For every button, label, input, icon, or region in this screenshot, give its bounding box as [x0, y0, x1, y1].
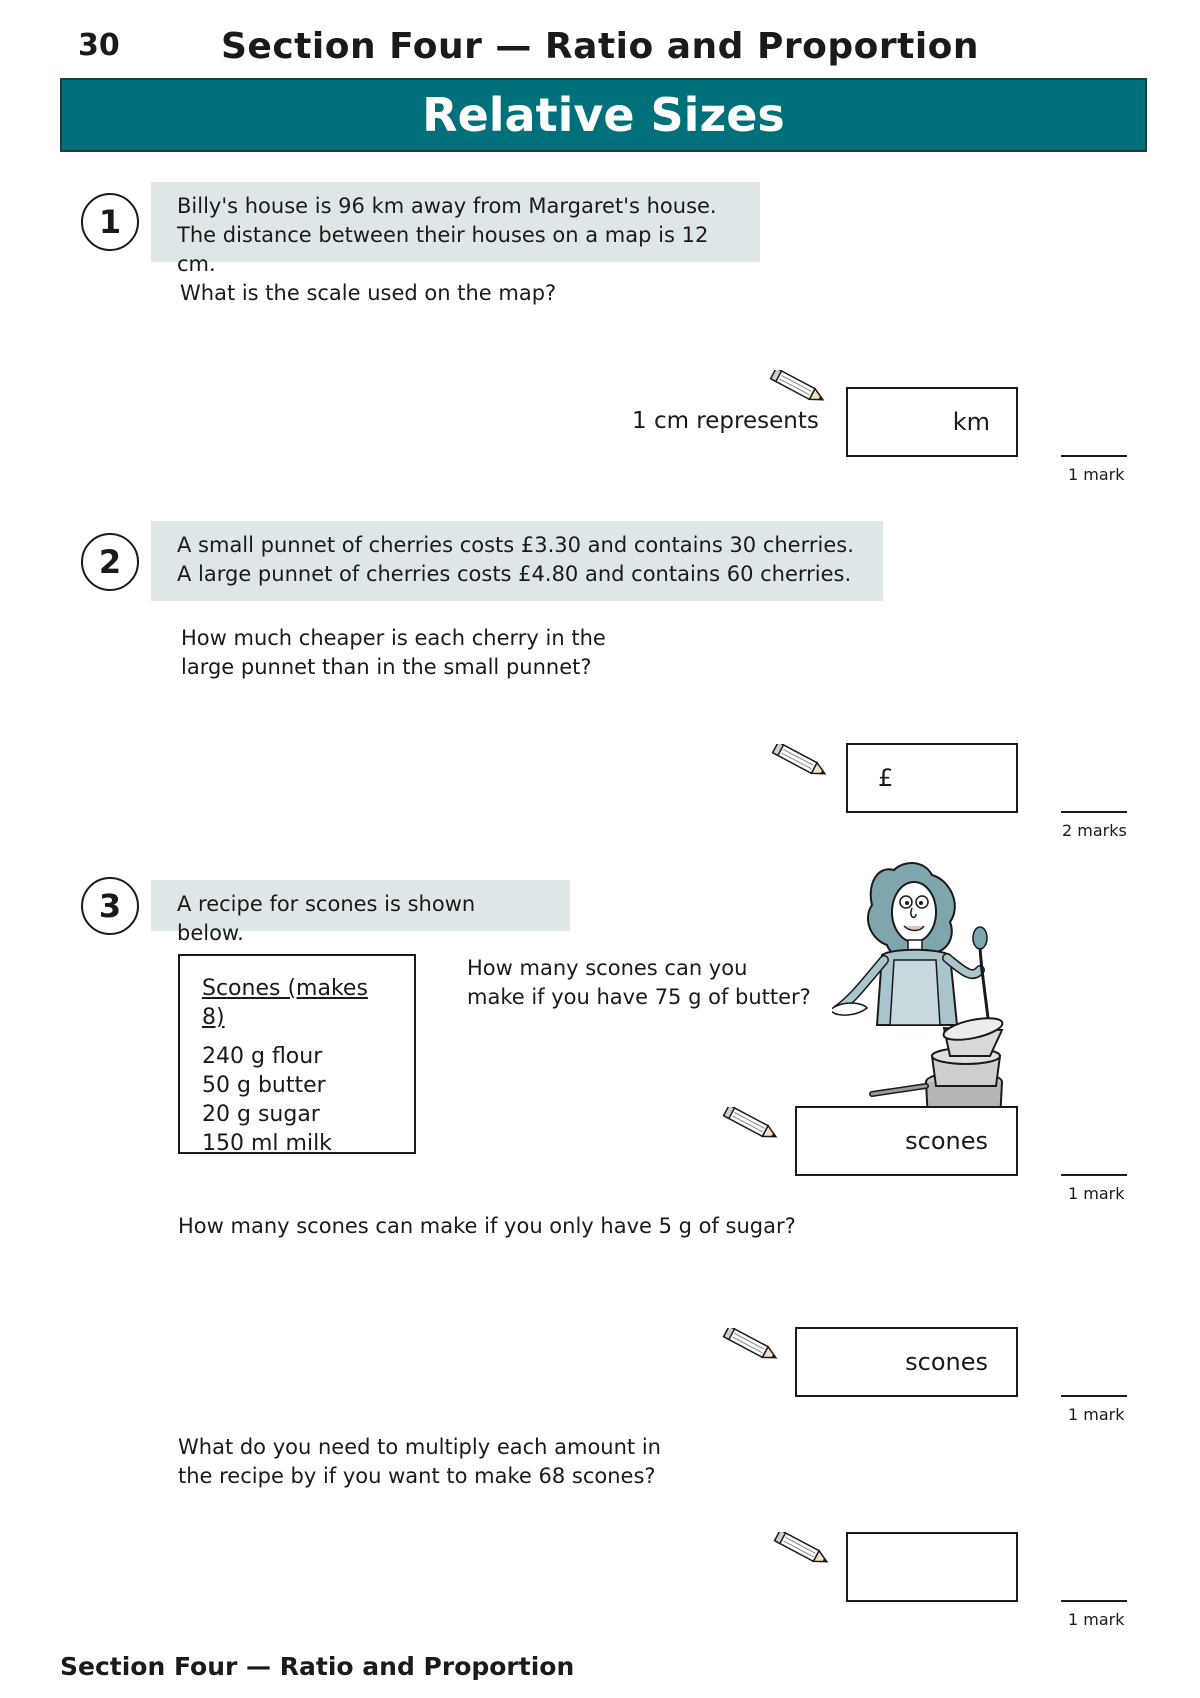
question-2-info-box	[151, 521, 883, 601]
recipe-card	[178, 954, 416, 1154]
question-2-info-line: A small punnet of cherries costs £3.30 and contains 30 cherries.	[177, 533, 854, 557]
question-3a-marks: 1 mark	[1068, 1184, 1125, 1203]
question-1-info-line: The distance between their houses on a map is 12 cm.	[177, 223, 709, 276]
question-3c-answer-box[interactable]	[846, 1532, 1018, 1602]
question-2-text-line: large punnet than in the small punnet?	[181, 655, 592, 679]
question-2-text	[181, 624, 606, 682]
question-2-answer-box[interactable]	[846, 743, 1018, 813]
question-3a-text-line: make if you have 75 g of butter?	[467, 985, 811, 1009]
mark-line	[1061, 1600, 1127, 1602]
mark-line	[1061, 811, 1127, 813]
question-3c-text-line: the recipe by if you want to make 68 scones?	[178, 1464, 656, 1488]
question-3c-text	[178, 1433, 661, 1491]
question-3a-answer-unit: scones	[905, 1127, 988, 1155]
question-1-info-box	[151, 182, 760, 276]
page-number: 30	[78, 28, 120, 63]
recipe-item: 240 g flour	[202, 1044, 323, 1069]
footer-section-title: Section Four — Ratio and Proportion	[60, 1652, 575, 1681]
mark-line	[1061, 1395, 1127, 1397]
question-2-answer-prefix: £	[878, 764, 894, 792]
question-1-answer-prefix: 1 cm represents	[632, 408, 819, 434]
recipe-item: 20 g sugar	[202, 1102, 320, 1127]
question-3-info-line: A recipe for scones is shown below.	[177, 892, 476, 945]
pencil-icon	[721, 1328, 783, 1362]
pencil-icon	[772, 1532, 834, 1566]
question-3b-answer-unit: scones	[905, 1348, 988, 1376]
mark-line	[1061, 455, 1127, 457]
question-2-info-line: A large punnet of cherries costs £4.80 and contains 60 cherries.	[177, 562, 852, 586]
question-1-text: What is the scale used on the map?	[180, 281, 557, 305]
question-1-info-line: Billy's house is 96 km away from Margaret's house.	[177, 194, 717, 218]
question-3b-marks: 1 mark	[1068, 1405, 1125, 1424]
question-1-number: 1	[81, 193, 139, 251]
question-1-marks: 1 mark	[1068, 465, 1125, 484]
question-3-number: 3	[81, 877, 139, 935]
page-title: Relative Sizes	[422, 88, 785, 142]
question-2-number: 2	[81, 533, 139, 591]
question-1-answer-unit: km	[952, 408, 990, 436]
question-3a-text	[467, 954, 811, 1012]
question-3b-text: How many scones can make if you only have 5 g of sugar?	[178, 1214, 796, 1238]
recipe-title: Scones (makes 8)	[202, 976, 368, 1030]
section-title: Section Four — Ratio and Proportion	[220, 26, 980, 67]
mark-line	[1061, 1174, 1127, 1176]
title-banner	[60, 78, 1147, 152]
pencil-icon	[721, 1107, 783, 1141]
pencil-icon	[768, 370, 830, 404]
question-3b-answer-box[interactable]	[795, 1327, 1018, 1397]
question-3a-answer-box[interactable]	[795, 1106, 1018, 1176]
question-3c-marks: 1 mark	[1068, 1610, 1125, 1629]
question-2-text-line: How much cheaper is each cherry in the	[181, 626, 606, 650]
recipe-item: 50 g butter	[202, 1073, 326, 1098]
cook-illustration	[832, 850, 1032, 1120]
question-2-marks: 2 marks	[1062, 821, 1127, 840]
pencil-icon	[770, 744, 832, 778]
recipe-item: 150 ml milk	[202, 1131, 332, 1156]
question-3-info-box	[151, 880, 570, 945]
question-1-answer-box[interactable]	[846, 387, 1018, 457]
question-3a-text-line: How many scones can you	[467, 956, 748, 980]
question-3c-text-line: What do you need to multiply each amount in	[178, 1435, 661, 1459]
